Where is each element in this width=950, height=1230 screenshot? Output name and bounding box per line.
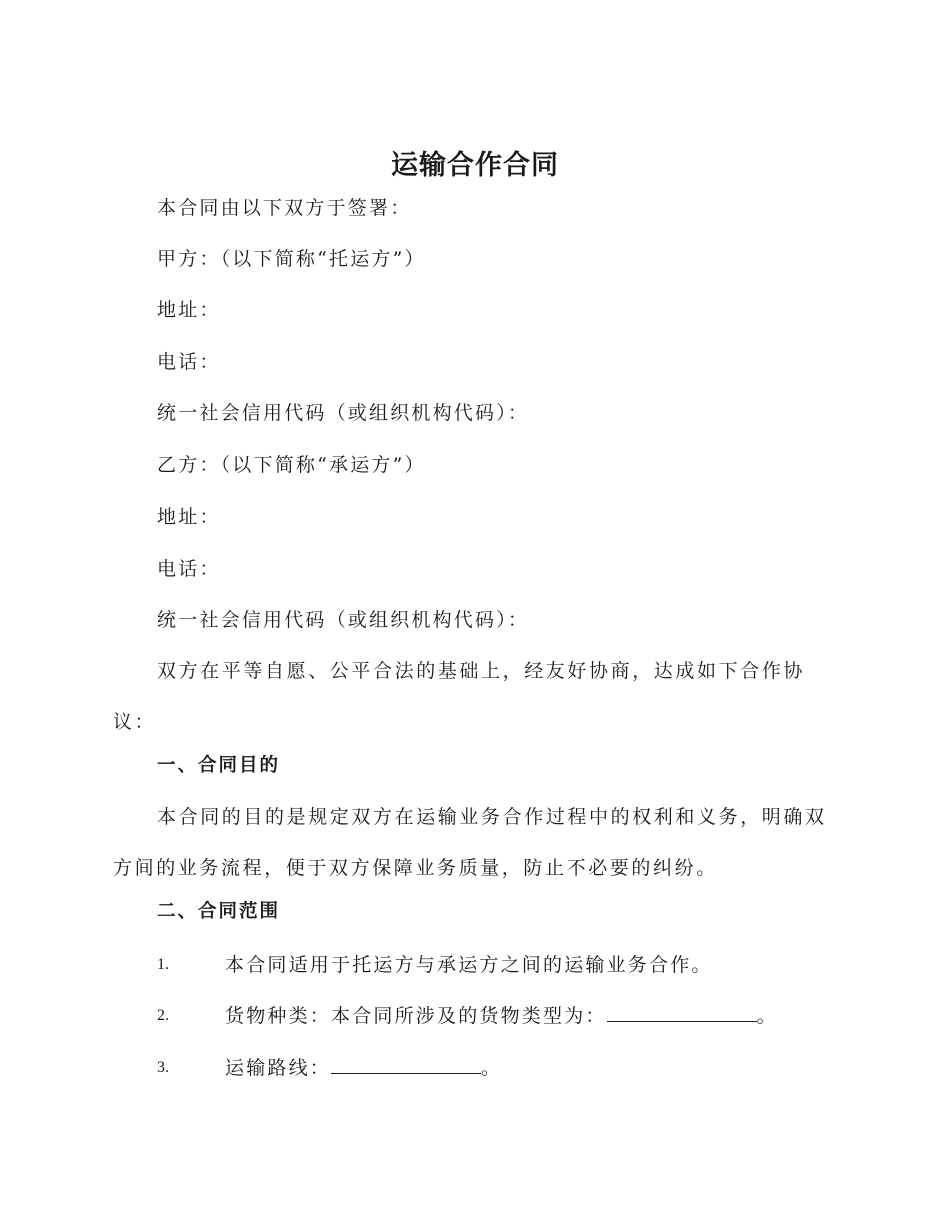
section-1-body: 本合同的目的是规定双方在运输业务合作过程中的权利和义务，明确双方间的业务流程，便于双方保障业务质量，防止不必要的纠纷。 bbox=[113, 806, 827, 879]
party-b-address: 地址： bbox=[157, 506, 221, 528]
party-b-credit-code: 统一社会信用代码（或组织机构代码）： bbox=[157, 609, 530, 631]
intro-line: 本合同由以下双方于签署： bbox=[157, 197, 412, 219]
party-a-phone: 电话： bbox=[157, 351, 221, 373]
agreement-intro-paragraph: 双方在平等自愿、公平合法的基础上，经友好协商，达成如下合作协议： bbox=[113, 660, 806, 733]
list-item-text: 运输路线： 。 bbox=[225, 1057, 503, 1079]
list-item-number: 1. bbox=[157, 956, 169, 973]
party-a-label: 甲方：（以下简称“托运方”） bbox=[157, 248, 426, 270]
section-2-heading: 二、合同范围 bbox=[157, 901, 281, 922]
fill-in-blank bbox=[607, 1003, 757, 1022]
list-item-text: 货物种类：本合同所涉及的货物类型为： 。 bbox=[225, 1005, 778, 1027]
party-b-label: 乙方：（以下简称“承运方”） bbox=[157, 454, 426, 476]
party-a-credit-code: 统一社会信用代码（或组织机构代码）： bbox=[157, 402, 530, 424]
document-title: 运输合作合同 bbox=[391, 150, 559, 181]
party-b-phone: 电话： bbox=[157, 558, 221, 580]
section-1-heading: 一、合同目的 bbox=[157, 755, 281, 776]
list-item-text: 本合同适用于托运方与承运方之间的运输业务合作。 bbox=[225, 954, 713, 976]
party-a-address: 地址： bbox=[157, 299, 221, 321]
list-item-number: 2. bbox=[157, 1007, 169, 1024]
fill-in-blank bbox=[331, 1055, 481, 1074]
list-item-number: 3. bbox=[157, 1059, 169, 1076]
